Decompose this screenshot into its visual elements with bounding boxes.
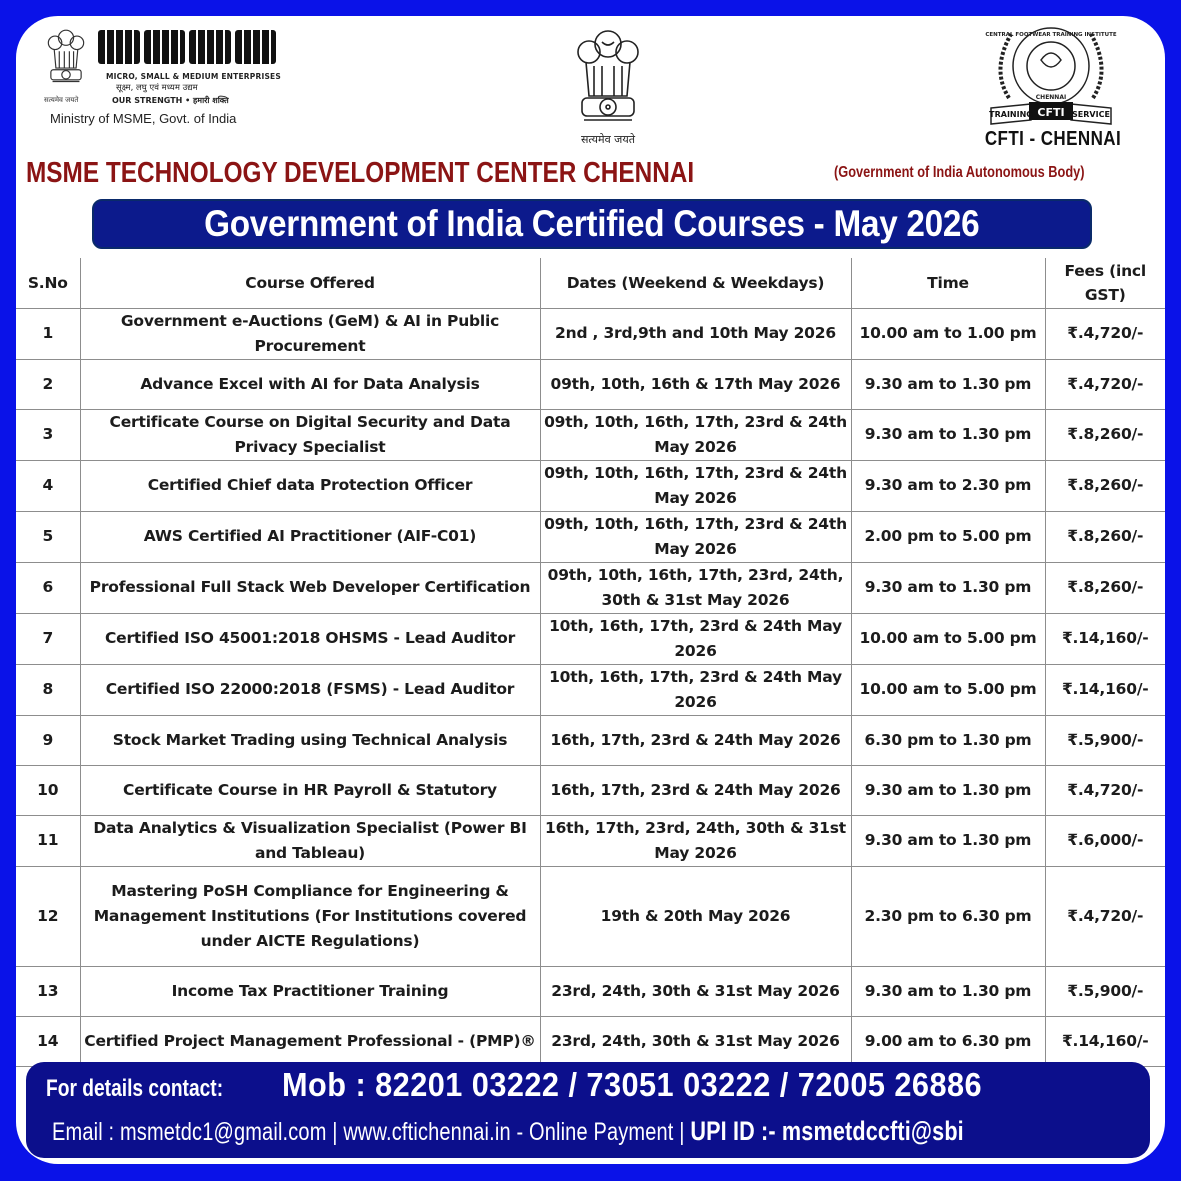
cell-sno: 7 (16, 613, 80, 664)
column-header-fees: Fees (incl GST) (1045, 258, 1165, 308)
cfti-logo-icon (971, 20, 1131, 130)
cell-time: 10.00 am to 1.00 pm (851, 308, 1045, 359)
cell-dates: 16th, 17th, 23rd & 24th May 2026 (540, 715, 851, 765)
cell-time: 2.30 pm to 6.30 pm (851, 866, 1045, 966)
table-row (16, 308, 1165, 359)
cell-course: Mastering PoSH Compliance for Engineering & Management Institutions (For Institutions covered under AICTE Regulations) (80, 866, 540, 966)
msme-tagline-hindi: सूक्ष्म, लघु एवं मध्यम उद्यम (116, 83, 198, 93)
cell-sno: 3 (16, 409, 80, 460)
table-row (16, 562, 1165, 613)
cell-dates: 10th, 16th, 17th, 23rd & 24th May 2026 (540, 664, 851, 715)
cell-course: Government e-Auctions (GeM) & AI in Public Procurement (80, 308, 540, 359)
cell-dates: 16th, 17th, 23rd & 24th May 2026 (540, 765, 851, 815)
cell-course: Certificate Course in HR Payroll & Statutory (80, 765, 540, 815)
upi-id: UPI ID :- msmetdccfti@sbi (690, 1116, 964, 1146)
cell-fees: ₹.4,720/- (1045, 308, 1165, 359)
contact-phone-line (46, 1066, 1035, 1104)
cell-time: 9.30 am to 1.30 pm (851, 815, 1045, 866)
cell-dates: 09th, 10th, 16th, 17th, 23rd & 24th May 2026 (540, 409, 851, 460)
cell-course: Certified Project Management Professional - (PMP)® (80, 1016, 540, 1066)
cell-course: AWS Certified AI Practitioner (AIF-C01) (80, 511, 540, 562)
msme-tagline-english: MICRO, SMALL & MEDIUM ENTERPRISES (106, 72, 281, 81)
cell-time: 9.30 am to 1.30 pm (851, 562, 1045, 613)
table-row (16, 866, 1165, 966)
contact-website[interactable]: www.cftichennai.in - Online Payment (343, 1118, 674, 1146)
cell-time: 9.00 am to 6.30 pm (851, 1016, 1045, 1066)
table-row (16, 511, 1165, 562)
cell-dates: 2nd , 3rd,9th and 10th May 2026 (540, 308, 851, 359)
contact-email-line (52, 1116, 964, 1147)
cell-fees: ₹.14,160/- (1045, 613, 1165, 664)
cell-time: 9.30 am to 2.30 pm (851, 460, 1045, 511)
cell-fees: ₹.8,260/- (1045, 511, 1165, 562)
cell-dates: 23rd, 24th, 30th & 31st May 2026 (540, 966, 851, 1016)
table-header-row (16, 258, 1165, 308)
cell-course: Certified ISO 22000:2018 (FSMS) - Lead Auditor (80, 664, 540, 715)
table-row (16, 966, 1165, 1016)
cell-course: Certified ISO 45001:2018 OHSMS - Lead Auditor (80, 613, 540, 664)
cell-fees: ₹.5,900/- (1045, 715, 1165, 765)
courses-table (16, 258, 1165, 1067)
cell-fees: ₹.4,720/- (1045, 765, 1165, 815)
poster-panel (16, 16, 1165, 1164)
cell-time: 10.00 am to 5.00 pm (851, 664, 1045, 715)
table-row (16, 664, 1165, 715)
table-row (16, 815, 1165, 866)
cell-course: Certificate Course on Digital Security and Data Privacy Specialist (80, 409, 540, 460)
table-row (16, 765, 1165, 815)
cell-sno: 10 (16, 765, 80, 815)
cell-sno: 9 (16, 715, 80, 765)
cell-dates: 16th, 17th, 23rd, 24th, 30th & 31st May 2026 (540, 815, 851, 866)
cell-time: 6.30 pm to 1.30 pm (851, 715, 1045, 765)
separator: | (673, 1118, 691, 1146)
cell-course: Advance Excel with AI for Data Analysis (80, 359, 540, 409)
satyamev-jayate-caption: सत्यमेव जयते (580, 133, 635, 146)
cell-dates: 09th, 10th, 16th, 17th, 23rd & 24th May 2026 (540, 460, 851, 511)
svg-text:TRAINING: TRAINING (989, 110, 1033, 119)
cell-course: Income Tax Practitioner Training (80, 966, 540, 1016)
cell-time: 9.30 am to 1.30 pm (851, 765, 1045, 815)
table-row (16, 460, 1165, 511)
ashoka-emblem-icon (572, 26, 644, 126)
banner-title: Government of India Certified Courses - May 2026 (204, 203, 980, 244)
cell-dates: 23rd, 24th, 30th & 31st May 2026 (540, 1016, 851, 1066)
svg-text:CFTI: CFTI (1037, 106, 1065, 119)
cfti-chennai-title: CFTI - CHENNAI (984, 128, 1122, 150)
cell-sno: 2 (16, 359, 80, 409)
svg-text:CENTRAL FOOTWEAR TRAINING INST: CENTRAL FOOTWEAR TRAINING INSTITUTE (985, 32, 1117, 38)
courses-banner (92, 199, 1092, 249)
cell-course: Data Analytics & Visualization Specialist (Power BI and Tableau) (80, 815, 540, 866)
cell-dates: 09th, 10th, 16th, 17th, 23rd & 24th May 2026 (540, 511, 851, 562)
cell-dates: 19th & 20th May 2026 (540, 866, 851, 966)
msme-strength-line: OUR STRENGTH • हमारी शक्ति (112, 96, 229, 105)
column-header-course: Course Offered (80, 258, 540, 308)
contact-footer (26, 1062, 1150, 1158)
cell-sno: 6 (16, 562, 80, 613)
cell-fees: ₹.8,260/- (1045, 460, 1165, 511)
cell-fees: ₹.14,160/- (1045, 1016, 1165, 1066)
column-header-time: Time (851, 258, 1045, 308)
cell-dates: 09th, 10th, 16th & 17th May 2026 (540, 359, 851, 409)
cell-sno: 5 (16, 511, 80, 562)
column-header-sno: S.No (16, 258, 80, 308)
cell-fees: ₹.8,260/- (1045, 562, 1165, 613)
national-emblem-icon (44, 26, 88, 100)
table-row (16, 409, 1165, 460)
cell-time: 9.30 am to 1.30 pm (851, 966, 1045, 1016)
cell-sno: 1 (16, 308, 80, 359)
table-row (16, 1016, 1165, 1066)
cell-time: 2.00 pm to 5.00 pm (851, 511, 1045, 562)
contact-email[interactable]: Email : msmetdc1@gmail.com (52, 1118, 327, 1146)
cell-dates: 10th, 16th, 17th, 23rd & 24th May 2026 (540, 613, 851, 664)
separator: | (326, 1118, 344, 1146)
table-row (16, 613, 1165, 664)
cell-fees: ₹.5,900/- (1045, 966, 1165, 1016)
contact-label: For details contact: (46, 1075, 224, 1102)
cell-fees: ₹.6,000/- (1045, 815, 1165, 866)
msme-wordmark (98, 30, 276, 64)
cell-sno: 14 (16, 1016, 80, 1066)
column-header-dates: Dates (Weekend & Weekdays) (540, 258, 851, 308)
cell-sno: 12 (16, 866, 80, 966)
cell-course: Certified Chief data Protection Officer (80, 460, 540, 511)
cell-fees: ₹.4,720/- (1045, 359, 1165, 409)
cell-time: 10.00 am to 5.00 pm (851, 613, 1045, 664)
org-title (26, 157, 821, 190)
contact-phones[interactable]: Mob : 82201 03222 / 73051 03222 / 72005 26886 (282, 1066, 983, 1103)
svg-text:CHENNAI: CHENNAI (1035, 94, 1067, 101)
svg-text:SERVICE: SERVICE (1072, 110, 1110, 119)
cell-sno: 13 (16, 966, 80, 1016)
ministry-label: Ministry of MSME, Govt. of India (50, 111, 237, 126)
cell-sno: 4 (16, 460, 80, 511)
cell-course: Stock Market Trading using Technical Analysis (80, 715, 540, 765)
cell-course: Professional Full Stack Web Developer Certification (80, 562, 540, 613)
cell-fees: ₹.14,160/- (1045, 664, 1165, 715)
org-title-text: MSME TECHNOLOGY DEVELOPMENT CENTER CHENNAI (26, 157, 695, 189)
cell-sno: 8 (16, 664, 80, 715)
cell-dates: 09th, 10th, 16th, 17th, 23rd, 24th, 30th & 31st May 2026 (540, 562, 851, 613)
cell-time: 9.30 am to 1.30 pm (851, 359, 1045, 409)
cell-time: 9.30 am to 1.30 pm (851, 409, 1045, 460)
table-row (16, 715, 1165, 765)
satyamev-jayate-caption-small: सत्यमेव जयते (44, 96, 79, 104)
cell-fees: ₹.4,720/- (1045, 866, 1165, 966)
org-subtitle: (Government of India Autonomous Body) (834, 164, 1085, 181)
cell-fees: ₹.8,260/- (1045, 409, 1165, 460)
table-row (16, 359, 1165, 409)
cell-sno: 11 (16, 815, 80, 866)
